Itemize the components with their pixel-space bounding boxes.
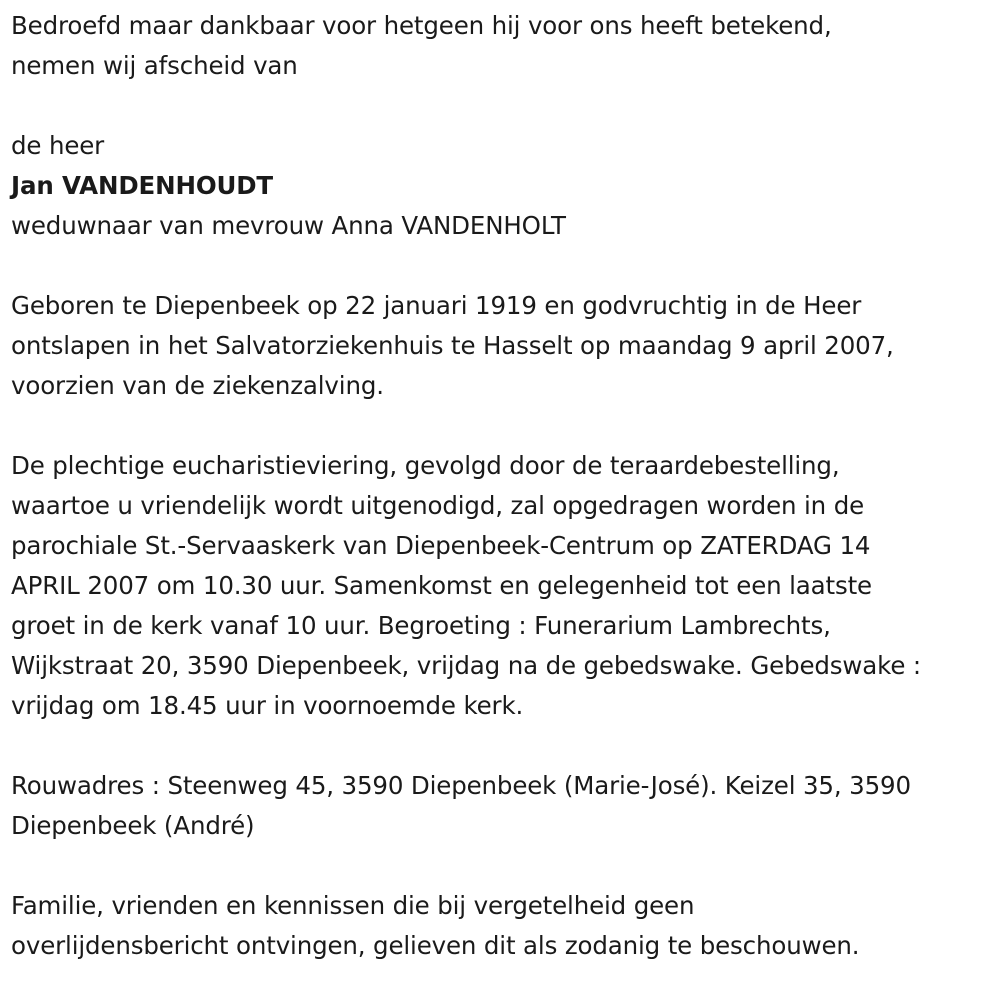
- relation-line: weduwnaar van mevrouw Anna VANDENHOLT: [11, 211, 566, 240]
- paragraph-spacer: [11, 246, 996, 286]
- ceremony-line: vrijdag om 18.45 uur in voornoemde kerk.: [11, 691, 524, 720]
- ceremony-line: APRIL 2007 om 10.30 uur. Samenkomst en gelegenheid tot een laatste: [11, 571, 872, 600]
- honorific: de heer: [11, 131, 105, 160]
- birth-death-paragraph: [11, 286, 996, 406]
- death-notice: [11, 6, 996, 966]
- address-line: Rouwadres : Steenweg 45, 3590 Diepenbeek (Marie-José). Keizel 35, 3590: [11, 771, 911, 800]
- ceremony-line: Wijkstraat 20, 3590 Diepenbeek, vrijdag na de gebedswake. Gebedswake :: [11, 651, 921, 680]
- paragraph-spacer: [11, 726, 996, 766]
- ceremony-line: De plechtige eucharistieviering, gevolgd door de teraardebestelling,: [11, 451, 840, 480]
- birth-death-line: voorzien van de ziekenzalving.: [11, 371, 384, 400]
- closing-paragraph: [11, 886, 996, 966]
- ceremony-line: groet in de kerk vanaf 10 uur. Begroeting : Funerarium Lambrechts,: [11, 611, 831, 640]
- address-line: Diepenbeek (André): [11, 811, 255, 840]
- ceremony-paragraph: [11, 446, 996, 726]
- paragraph-spacer: [11, 846, 996, 886]
- intro-line: nemen wij afscheid van: [11, 51, 298, 80]
- address-paragraph: [11, 766, 996, 846]
- intro-paragraph: [11, 6, 996, 86]
- birth-death-line: Geboren te Diepenbeek op 22 januari 1919 en godvruchtig in de Heer: [11, 291, 862, 320]
- paragraph-spacer: [11, 86, 996, 126]
- closing-line: overlijdensbericht ontvingen, gelieven dit als zodanig te beschouwen.: [11, 931, 860, 960]
- deceased-name: Jan VANDENHOUDT: [11, 171, 273, 200]
- paragraph-spacer: [11, 406, 996, 446]
- ceremony-line: waartoe u vriendelijk wordt uitgenodigd, zal opgedragen worden in de: [11, 491, 865, 520]
- ceremony-line: parochiale St.-Servaaskerk van Diepenbeek-Centrum op ZATERDAG 14: [11, 531, 871, 560]
- intro-line: Bedroefd maar dankbaar voor hetgeen hij voor ons heeft betekend,: [11, 11, 832, 40]
- closing-line: Familie, vrienden en kennissen die bij vergetelheid geen: [11, 891, 695, 920]
- birth-death-line: ontslapen in het Salvatorziekenhuis te Hasselt op maandag 9 april 2007,: [11, 331, 894, 360]
